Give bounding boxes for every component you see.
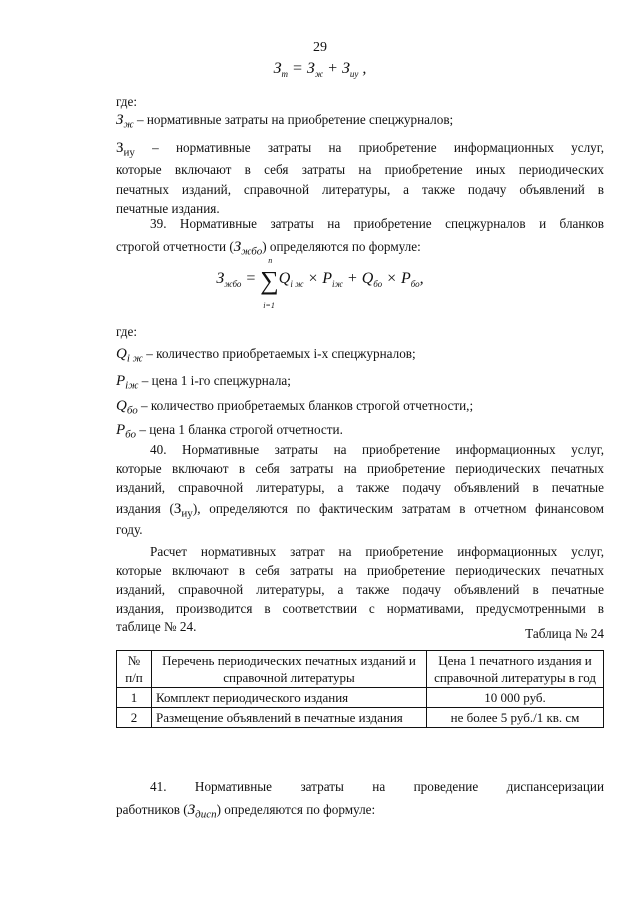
paragraph-40-line-5: году. [116,522,143,537]
where-label-1: где: [116,94,137,109]
table-cell-number: 2 [117,708,152,728]
definition-q-ij: $Q_{i ж}$ – количество приобретаемых i-х спецжурналов; [116,346,416,365]
table-header-price: Цена 1 печатного издания и справочной литературы в год [427,651,604,688]
table-header-row [117,651,604,688]
paragraph-calc-line-2: которые включают в себя затраты на приобретение периодических печатных [116,563,604,578]
definition-zh: $З_ж$ – нормативные затраты на приобретение спецжурналов; [116,112,454,131]
paragraph-40-line-2: которые включают в себя затраты на приобретение периодических печатных [116,461,604,476]
paragraph-39-line-1: 39. Нормативные затраты на приобретение спецжурналов и бланков [150,216,604,231]
definition-iu-cont-2: печатных изданий, справочной литературы, а также подачу объявлений в [116,182,604,197]
formula-total: $З_т = З_ж + З_{иу}$ , [273,60,367,80]
table-title: Таблица № 24 [525,626,604,641]
table-header-list: Перечень периодических печатных изданий и справочной литературы [152,651,427,688]
paragraph-41-line-1: 41. Нормативные затраты на проведение диспансеризации [150,779,604,794]
definition-q-bo: $Q_{бо}$ – количество приобретаемых бланков строгой отчетности,; [116,398,474,417]
table-cell-price: не более 5 руб./1 кв. см [427,708,604,728]
paragraph-calc-line-1: Расчет нормативных затрат на приобретение информационных услуг, [150,544,604,559]
table-header-number: № п/п [117,651,152,688]
page-number: 29 [313,40,327,55]
definition-iu-cont-3: печатные издания. [116,201,220,216]
table-row [117,688,604,708]
table-cell-number: 1 [117,688,152,708]
table-row [117,708,604,728]
paragraph-40-line-1: 40. Нормативные затраты на приобретение информационных услуг, [150,442,604,457]
paragraph-40-line-3: изданий, справочной литературы, а также подачу объявлений в печатные [116,480,604,495]
paragraph-41-line-2: работников $(З_{дисп})$ определяются по формуле: [116,802,376,821]
paragraph-40-line-4: издания $(З_{иу})$, определяются по фактическим затратам в отчетном финансовом [116,501,604,520]
table-cell-item: Размещение объявлений в печатные издания [152,708,427,728]
norms-table [116,650,604,728]
definition-p-bo: $P_{бо}$ – цена 1 бланка строгой отчетности. [116,422,343,441]
paragraph-calc-line-5: таблице № 24. [116,619,197,634]
definition-iu: $З_{иу}$ – нормативные затраты на приобретение информационных услуг, [116,140,604,159]
formula-39: $З_{жбо}$ = ∑ n i=1 $Q_{i ж} \times P_{iж} + Q_{бо} \times P_{бо}$, [216,256,424,310]
definition-iu-cont-1: которые включают в себя затраты на приобретение иных периодических [116,162,604,177]
table-cell-price: 10 000 руб. [427,688,604,708]
paragraph-calc-line-3: изданий, справочной литературы, а также подачу объявлений в печатные [116,582,604,597]
table-cell-item: Комплект периодического издания [152,688,427,708]
paragraph-calc-line-4: издания, производится в соответствии с нормативами, предусмотренными в [116,601,604,616]
paragraph-39-line-2: строгой отчетности $(З_{жбо})$ определяются по формуле: [116,239,421,258]
definition-p-ij: $P_{iж}$ – цена 1 i-го спецжурнала; [116,373,291,392]
where-label-2: где: [116,324,137,339]
